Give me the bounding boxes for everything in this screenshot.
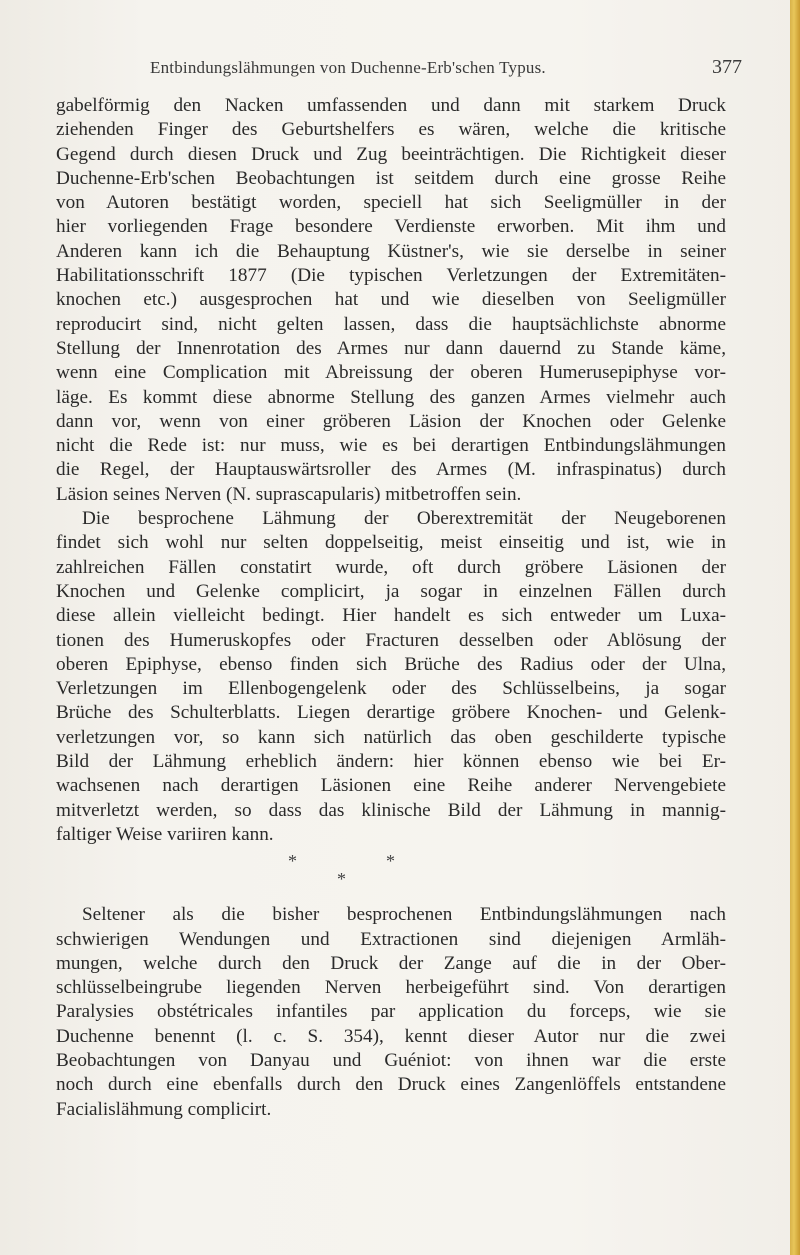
asterisk: * — [386, 851, 395, 872]
text-line: Knochen und Gelenke complicirt, ja sogar in einzelnen Fällen durch — [56, 580, 726, 602]
text-line: Verletzungen im Ellenbogengelenk oder des Schlüsselbeins, ja sogar — [56, 678, 726, 700]
text-line: schwierigen Wendungen und Extractionen sind diejenigen Armläh- — [56, 928, 726, 950]
text-line: von Autoren bestätigt worden, speciell hat sich Seeligmüller in der — [56, 192, 726, 214]
text-line: Anderen kann ich die Behauptung Küstner's, wie sie derselbe in seiner — [56, 240, 726, 262]
section-separator — [56, 847, 726, 895]
text-line: mungen, welche durch den Druck der Zange auf die in der Ober- — [56, 952, 726, 974]
text-line: Beobachtungen von Danyau und Guéniot: von ihnen war die erste — [56, 1049, 726, 1071]
text-line: Duchenne benennt (l. c. S. 354), kennt dieser Autor nur die zwei — [56, 1025, 726, 1047]
text-line: Bild der Lähmung erheblich ändern: hier können ebenso wie bei Er- — [56, 751, 726, 773]
text-line: findet sich wohl nur selten doppelseitig, meist einseitig und ist, wie in — [56, 532, 726, 554]
text-line: mitverletzt werden, so dass das klinische Bild der Lähmung in mannig- — [56, 799, 726, 821]
text-line: diese allein vielleicht bedingt. Hier handelt es sich entweder um Luxa- — [56, 605, 726, 627]
text-line: knochen etc.) ausgesprochen hat und wie dieselben von Seeligmüller — [56, 289, 726, 311]
text-line: Läsion seines Nerven (N. suprascapularis) mitbetroffen sein. — [56, 483, 522, 505]
text-line: Die besprochene Lähmung der Oberextremität der Neugeborenen — [82, 508, 726, 530]
text-line: die Regel, der Hauptauswärtsroller des Armes (M. infraspinatus) durch — [56, 459, 726, 481]
text-line: wenn eine Complication mit Abreissung der oberen Humerusepiphyse vor- — [56, 362, 726, 384]
page-number: 377 — [712, 56, 742, 78]
text-line: gabelförmig den Nacken umfassenden und dann mit starkem Druck — [56, 95, 726, 116]
text-line: läge. Es kommt diese abnorme Stellung des ganzen Armes vielmehr auch — [56, 386, 726, 408]
text-line: Paralysies obstétricales infantiles par application du forceps, wie sie — [56, 1001, 726, 1023]
paragraph-3 — [56, 903, 726, 1122]
page-edge — [790, 0, 800, 1255]
text-line: Habilitationsschrift 1877 (Die typischen Verletzungen der Extremitäten- — [56, 265, 726, 287]
text-line: noch durch eine ebenfalls durch den Druck eines Zangenlöffels entstandene — [56, 1074, 726, 1096]
text-line: zahlreichen Fällen constatirt wurde, oft durch gröbere Läsionen der — [56, 556, 726, 578]
text-line: reproducirt sind, nicht gelten lassen, dass die hauptsächlichste abnorme — [56, 313, 726, 335]
text-line: schlüsselbeingrube liegenden Nerven herbeigeführt sind. Von derartigen — [56, 977, 726, 999]
text-line: Seltener als die bisher besprochenen Entbindungslähmungen nach — [82, 904, 726, 926]
paragraph-2 — [56, 507, 726, 847]
text-line: dann vor, wenn von einer gröberen Läsion der Knochen oder Gelenke — [56, 410, 726, 432]
running-head: Entbindungslähmungen von Duchenne-Erb'schen Typus. — [150, 58, 546, 77]
text-line: ziehenden Finger des Geburtshelfers es wären, welche die kritische — [56, 119, 726, 141]
text-line: Facialislähmung complicirt. — [56, 1098, 272, 1120]
asterisk: * — [337, 869, 346, 890]
text-line: nicht die Rede ist: nur muss, wie es bei derartigen Entbindungslähmungen — [56, 435, 726, 457]
text-line: hier vorliegenden Frage besondere Verdienste erworben. Mit ihm und — [56, 216, 726, 238]
text-line: Stellung der Innenrotation des Armes nur dann dauernd zu Stande käme, — [56, 337, 726, 359]
body-text — [56, 94, 726, 1122]
text-line: tionen des Humeruskopfes oder Fracturen desselben oder Ablösung der — [56, 629, 726, 651]
text-line: oberen Epiphyse, ebenso finden sich Brüche des Radius oder der Ulna, — [56, 653, 726, 675]
text-line: Brüche des Schulterblatts. Liegen derartige gröbere Knochen- und Gelenk- — [56, 702, 726, 724]
asterisk: * — [288, 851, 297, 872]
text-line: Duchenne-Erb'schen Beobachtungen ist seitdem durch eine grosse Reihe — [56, 167, 726, 189]
text-line: faltiger Weise variiren kann. — [56, 823, 274, 845]
text-line: wachsenen nach derartigen Läsionen eine Reihe anderer Nervengebiete — [56, 775, 726, 797]
text-line: Gegend durch diesen Druck und Zug beeinträchtigen. Die Richtigkeit dieser — [56, 143, 726, 165]
paragraph-1 — [56, 94, 726, 507]
text-line: verletzungen vor, so kann sich natürlich das oben geschilderte typische — [56, 726, 726, 748]
